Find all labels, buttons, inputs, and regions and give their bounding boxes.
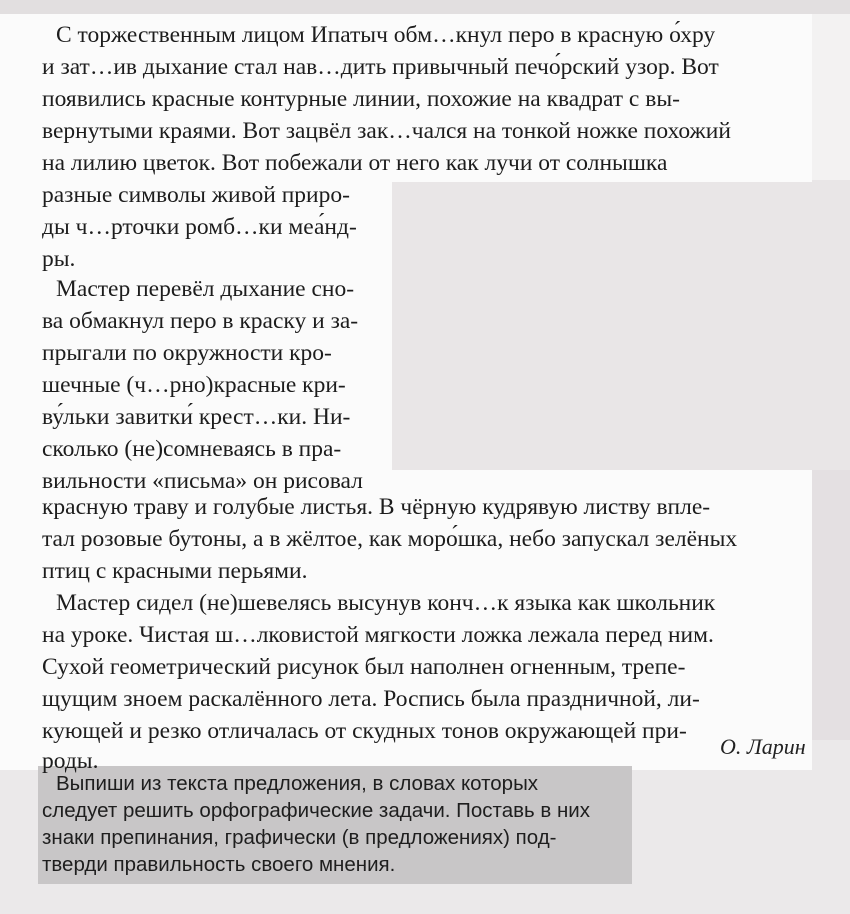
text-line: ды ч…рточки ромб…ки меа́нд- [42, 214, 357, 240]
task-line: Выпиши из текста предложения, в словах которых [56, 772, 539, 795]
text-line: вильности «письма» он рисовал [42, 468, 363, 494]
text-line: на лилию цветок. Вот побежали от него как лучи от солнышка [42, 150, 668, 176]
text-line: красную траву и голубые листья. В чёрную кудрявую листву впле- [42, 494, 711, 520]
text-line: Мастер сидел (не)шевелясь высунув конч…к языка как школьник [56, 590, 716, 616]
text-line: ву́льки завитки́ крест…ки. Ни- [42, 404, 351, 430]
text-line: кующей и резко отличалась от скудных тонов окружающей при- [42, 718, 687, 744]
text-line: вернутыми краями. Вот зацвёл зак…чался на тонкой ножке похожий [42, 118, 731, 144]
text-line: на уроке. Чистая ш…лковистой мягкости ложка лежала перед ним. [42, 622, 714, 648]
page-edge-top [0, 0, 850, 14]
task-line: тверди правильность своего мнения. [42, 853, 396, 876]
text-line: разные символы живой приро- [42, 182, 350, 208]
text-line: шечные (ч…рно)красные кри- [42, 372, 346, 398]
text-line: птиц с красными перьями. [42, 558, 308, 584]
text-line: ва обмакнул перо в краску и за- [42, 308, 359, 334]
text-line: сколько (не)сомневаясь в пра- [42, 436, 342, 462]
author-signature: О. Ларин [720, 734, 806, 759]
text-line: С торжественным лицом Ипатыч обм…кнул перо в красную о́хру [56, 22, 716, 48]
task-line: следует решить орфографические задачи. Поставь в них [42, 799, 590, 822]
text-line: Мастер перевёл дыхание сно- [56, 276, 355, 302]
text-line: и зат…ив дыхание стал нав…дить привычный печо́рский узор. Вот [42, 54, 719, 80]
task-line: знаки препинания, графически (в предложениях) под- [42, 826, 557, 849]
text-line: тал розовые бутоны, а в жёлтое, как моро́шка, небо запускал зелёных [42, 526, 738, 552]
text-line: Сухой геометрический рисунок был наполнен огненным, трепе- [42, 654, 686, 680]
text-line: прыгали по окружности кро- [42, 340, 332, 366]
text-line: щущим зноем раскалённого лета. Роспись была праздничной, ли- [42, 686, 700, 712]
text-line: появились красные контурные линии, похожие на квадрат с вы- [42, 86, 680, 112]
text-line: ры. [42, 246, 76, 272]
text-line: роды. [42, 748, 99, 774]
